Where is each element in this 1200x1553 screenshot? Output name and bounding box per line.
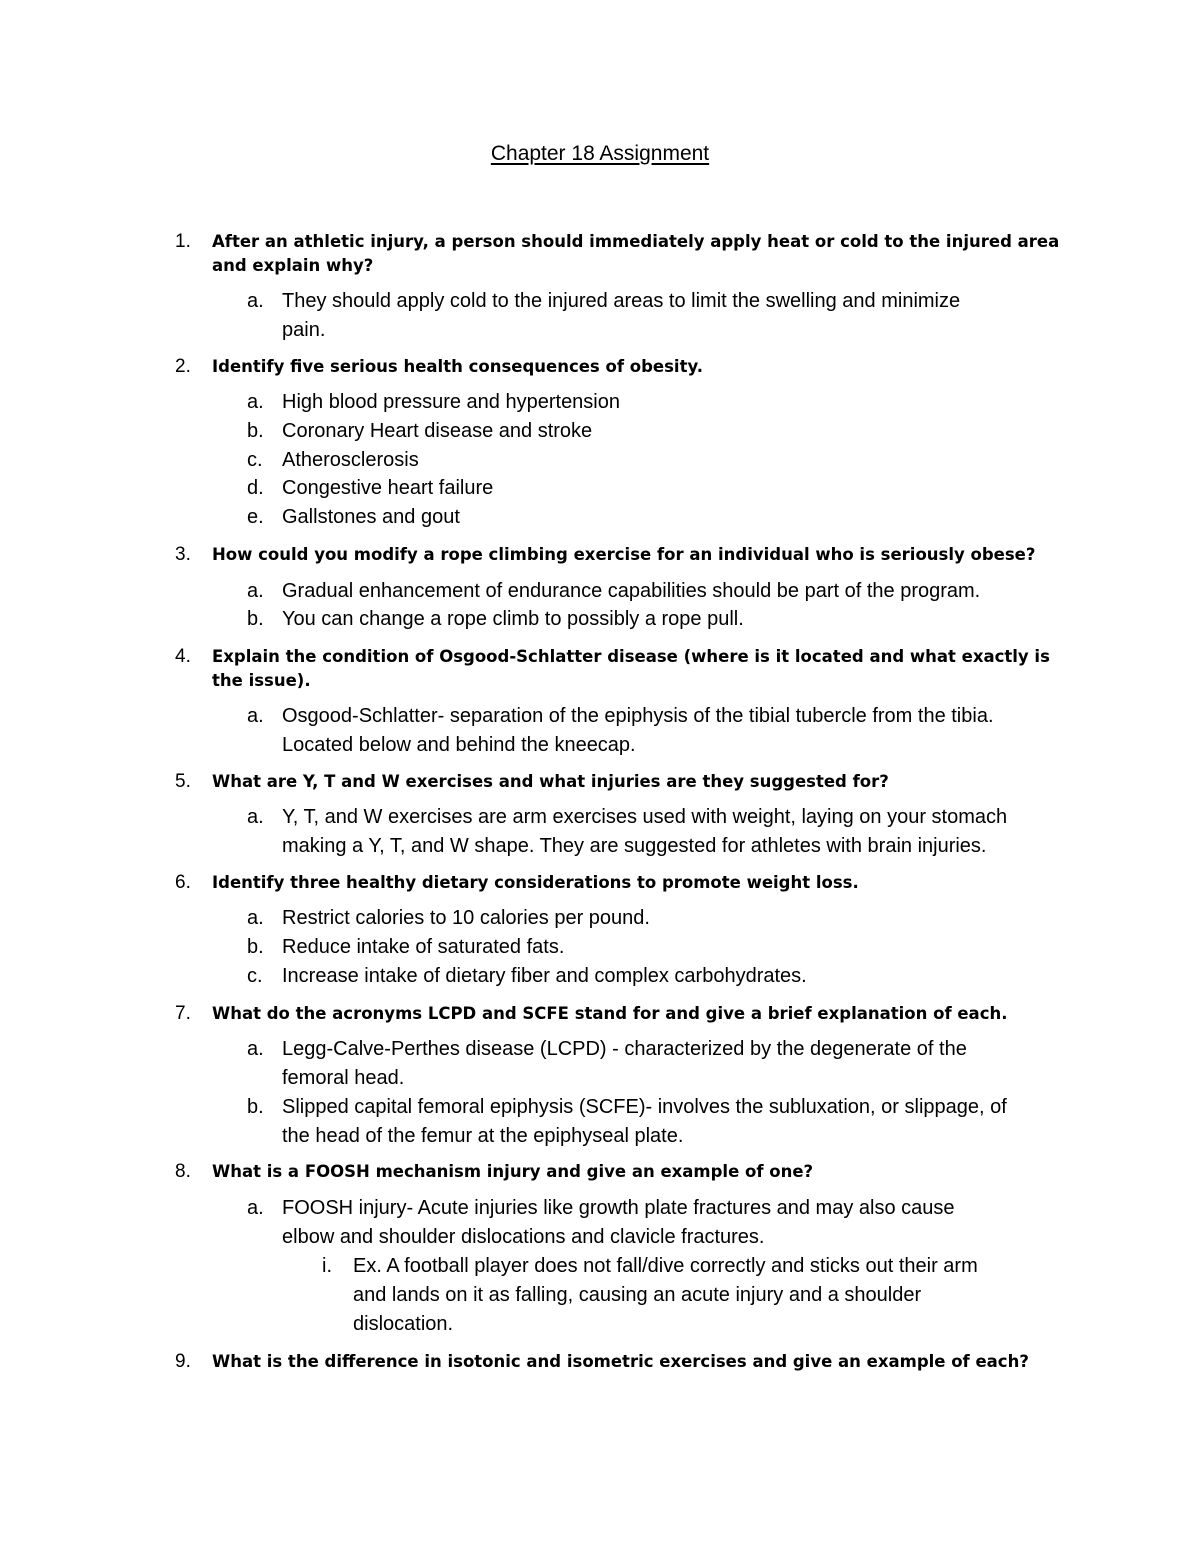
answer-text: They should apply cold to the injured areas to limit the swelling and minimize	[282, 290, 961, 312]
answer-text: Gradual enhancement of endurance capabilities should be part of the program.	[282, 580, 981, 602]
answer-text: Slipped capital femoral epiphysis (SCFE)- involves the subluxation, or slippage, of	[282, 1096, 1007, 1118]
question-number: 3.	[175, 544, 191, 565]
answer-text: pain.	[282, 319, 326, 341]
answer-label: a.	[247, 290, 264, 312]
subanswer-text: and lands on it as falling, causing an acute injury and a shoulder	[353, 1284, 922, 1306]
answer-text: femoral head.	[282, 1067, 405, 1089]
answer-text: Atherosclerosis	[282, 449, 419, 471]
question-text: After an athletic injury, a person should immediately apply heat or cold to the injured area	[212, 232, 1060, 251]
answer-text: the head of the femur at the epiphyseal plate.	[282, 1125, 684, 1147]
answer-text: elbow and shoulder dislocations and clavicle fractures.	[282, 1226, 765, 1248]
question-text: What do the acronyms LCPD and SCFE stand for and give a brief explanation of each.	[212, 1004, 1008, 1023]
question-text: Identify five serious health consequences of obesity.	[212, 357, 703, 376]
page-title: Chapter 18 Assignment	[490, 142, 710, 165]
question-number: 4.	[175, 646, 191, 667]
answer-label: c.	[247, 965, 263, 987]
question-text: the issue).	[212, 671, 311, 690]
question-text: and explain why?	[212, 256, 374, 275]
question-number: 8.	[175, 1161, 191, 1182]
answer-label: b.	[247, 608, 264, 630]
question-number: 9.	[175, 1351, 191, 1372]
answer-text: Osgood-Schlatter- separation of the epiphysis of the tibial tubercle from the tibia.	[282, 705, 994, 727]
answer-label: b.	[247, 936, 264, 958]
answer-text: Y, T, and W exercises are arm exercises used with weight, laying on your stomach	[282, 806, 1008, 828]
subanswer-label: i.	[322, 1255, 332, 1277]
question-number: 1.	[175, 231, 191, 252]
answer-label: c.	[247, 449, 263, 471]
answer-label: b.	[247, 1096, 264, 1118]
answer-text: Increase intake of dietary fiber and complex carbohydrates.	[282, 965, 807, 987]
answer-label: d.	[247, 477, 264, 499]
question-number: 7.	[175, 1003, 191, 1024]
answer-text: Legg-Calve-Perthes disease (LCPD) - characterized by the degenerate of the	[282, 1038, 967, 1060]
answer-text: making a Y, T, and W shape. They are suggested for athletes with brain injuries.	[282, 835, 987, 857]
question-text: What is the difference in isotonic and isometric exercises and give an example of each?	[212, 1352, 1029, 1371]
answer-label: a.	[247, 391, 264, 413]
answer-label: e.	[247, 506, 264, 528]
answer-text: Coronary Heart disease and stroke	[282, 420, 593, 442]
answer-label: a.	[247, 705, 264, 727]
answer-text: Restrict calories to 10 calories per pound.	[282, 907, 650, 929]
question-number: 6.	[175, 872, 191, 893]
answer-text: High blood pressure and hypertension	[282, 391, 620, 413]
answer-label: a.	[247, 1197, 264, 1219]
subanswer-text: Ex. A football player does not fall/dive correctly and sticks out their arm	[353, 1255, 978, 1277]
subanswer-text: dislocation.	[353, 1313, 454, 1335]
answer-text: Congestive heart failure	[282, 477, 494, 499]
answer-label: a.	[247, 1038, 264, 1060]
answer-label: b.	[247, 420, 264, 442]
question-number: 5.	[175, 771, 191, 792]
answer-text: Reduce intake of saturated fats.	[282, 936, 565, 958]
answer-text: You can change a rope climb to possibly a rope pull.	[282, 608, 744, 630]
answer-text: Located below and behind the kneecap.	[282, 734, 636, 756]
question-text: Identify three healthy dietary considerations to promote weight loss.	[212, 873, 859, 892]
answer-label: a.	[247, 806, 264, 828]
answer-text: Gallstones and gout	[282, 506, 460, 528]
answer-text: FOOSH injury- Acute injuries like growth plate fractures and may also cause	[282, 1197, 955, 1219]
question-text: What are Y, T and W exercises and what injuries are they suggested for?	[212, 772, 889, 791]
answer-label: a.	[247, 580, 264, 602]
question-text: What is a FOOSH mechanism injury and give an example of one?	[212, 1162, 814, 1181]
question-text: Explain the condition of Osgood-Schlatter disease (where is it located and what exactly is	[212, 647, 1050, 666]
answer-label: a.	[247, 907, 264, 929]
question-text: How could you modify a rope climbing exercise for an individual who is seriously obese?	[212, 545, 1036, 564]
question-number: 2.	[175, 356, 191, 377]
